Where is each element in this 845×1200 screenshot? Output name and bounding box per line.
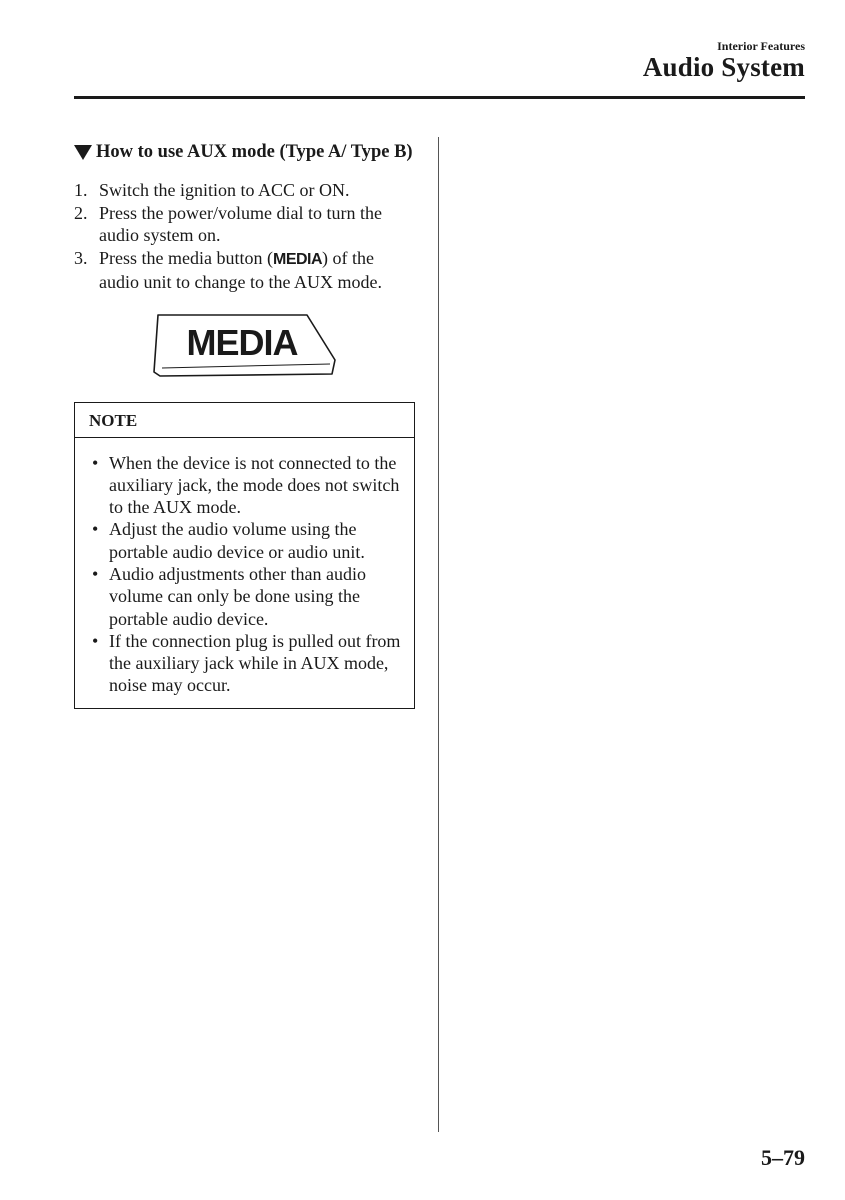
section-heading-text: How to use AUX mode (Type A/ Type B) (96, 142, 413, 162)
note-text: If the connection plug is pulled out from the auxiliary jack while in AUX mode, noise may occur. (109, 630, 401, 696)
list-item (74, 247, 414, 294)
note-box (74, 402, 415, 709)
column-divider (438, 137, 439, 1132)
page-title: Audio System (642, 52, 805, 82)
media-button-inline-label: MEDIA (272, 250, 323, 268)
note-text: When the device is not connected to the auxiliary jack, the mode does not switch to the AUX mode. (109, 452, 400, 518)
main-column (74, 141, 414, 709)
triangle-marker-icon (74, 145, 92, 160)
list-item (89, 563, 404, 630)
bullet-icon: • (92, 630, 99, 651)
note-list (75, 438, 414, 708)
note-title: NOTE (75, 403, 414, 438)
step-text: Press the power/volume dial to turn the audio system on. (99, 202, 382, 245)
bullet-icon: • (92, 563, 99, 584)
step-text-after: ) of the audio unit to change to the AUX mode. (99, 247, 382, 292)
step-number: 2. (74, 202, 88, 223)
media-button-illustration (150, 314, 342, 384)
section-heading (74, 141, 414, 163)
step-number: 1. (74, 180, 88, 200)
bullet-icon: • (92, 519, 99, 540)
bullet-icon: • (92, 452, 99, 473)
step-number: 3. (74, 247, 88, 268)
steps-list (74, 179, 414, 294)
step-text-before: Press the media button ( (99, 247, 273, 268)
header-section-label: Interior Features (717, 39, 805, 53)
step-text: Switch the ignition to ACC or ON. (99, 180, 350, 200)
list-item (89, 452, 404, 519)
page-number: 5–79 (761, 1145, 805, 1170)
list-item (74, 202, 414, 247)
note-text: Adjust the audio volume using the portable audio device or audio unit. (109, 519, 365, 562)
list-item (74, 179, 414, 202)
media-button-figure (150, 314, 342, 384)
note-text: Audio adjustments other than audio volume can only be done using the portable audio device. (109, 563, 366, 629)
header-rule (74, 96, 805, 99)
list-item (89, 518, 404, 563)
list-item (89, 630, 404, 697)
step-text (99, 248, 382, 293)
media-button-label: MEDIA (186, 321, 298, 363)
